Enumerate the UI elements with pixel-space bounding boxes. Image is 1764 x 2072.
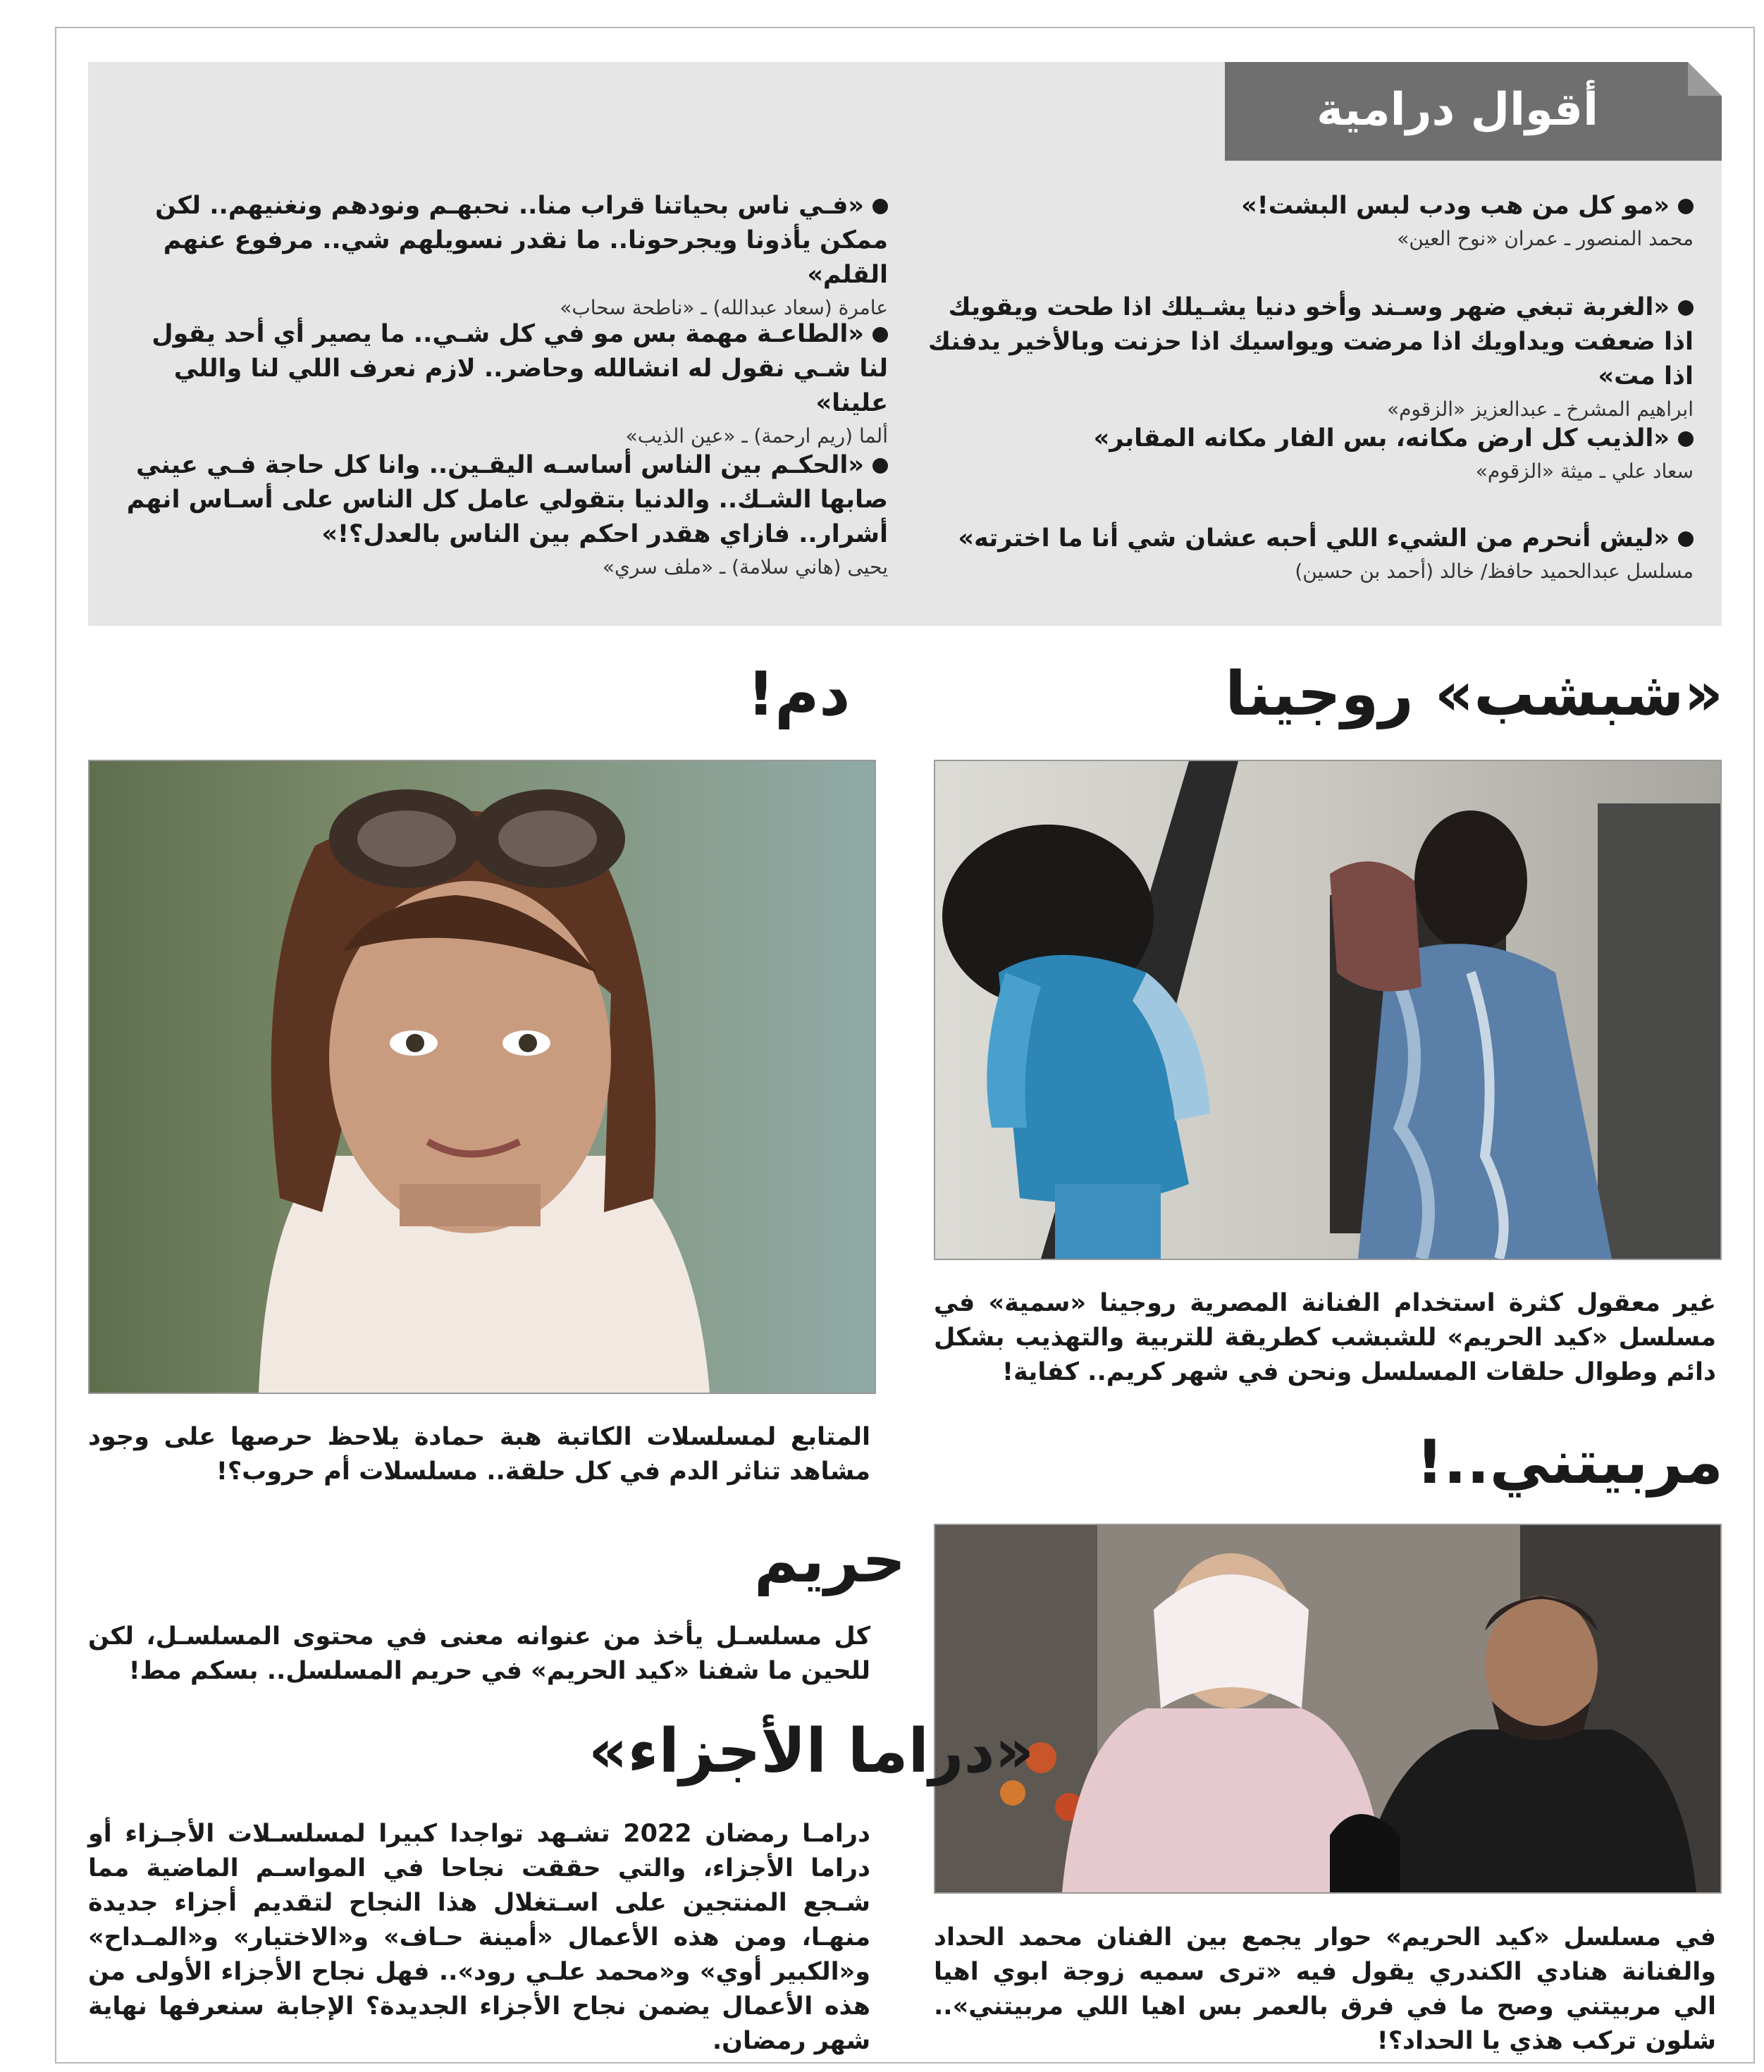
quote-item: «الذيب كل ارض مكانه، بس الفار مكانه المقابر» سعاد علي ـ ميثة «الزقوم» [923,421,1694,486]
bullet-icon [872,458,888,474]
quote-item: «الحكـم بين الناس أساسـه اليقـين.. وانا كل حاجة فـي عيني صابها الشـك.. والدنيا بتقولي عامل كل الناس على أسـاس انهم أشرار.. فازاي هقدر احكم بين الناس بالعدل؟!» يحيى (هاني سلامة) ـ «ملف سري» [116,448,888,581]
photo-writer-portrait [88,760,876,1394]
quote-item: «مو كل من هب ودب لبس البشت!» محمد المنصور ـ عمران «نوح العين» [923,189,1694,253]
photo-slipper-scene [934,760,1722,1260]
body-drama-parts: درامـا رمضان 2022 تشـهد تواجدا كبيرا لمسلسـلات الأجـزاء أو دراما الأجزاء، والتي حققت نجاحا في المواسـم الماضية مما شـجع المنتجين على اسـتغلال هذا النجاح لتقديم أجزاء جديدة منهـا، ومن هذه الأعمال «أمينة حـاف» و«الاختيار» و«المـداح» و«الكبير أوي» و«محمد علـي رود».. فهل نجاح الأجزاء الأولى من هذه الأعمال يضمن نجاح الأجزاء الجديدة؟ الإجابة سنعرفها نهاية شهر رمضان. [88,1820,870,2055]
quote-source: عامرة (سعاد عبدالله) ـ «ناطحة سحاب» [560,296,888,319]
bullet-icon [1678,300,1694,316]
photo-duo-illustration [935,1525,1720,1892]
bullet-icon [1678,199,1694,214]
bullet-icon [872,199,888,214]
headline-slipper: «شبشب» روجينا [1225,659,1723,729]
headline-drama-parts: «دراما الأجزاء» [588,1716,1035,1787]
body-stepmom: في مسلسل «كيد الحريم» حوار يجمع بين الفنان محمد الحداد والفنانة هنادي الكندري يقول فيه «ترى سميه زوجة ابوي اهيا الي مربيتني وصح ما في فرق بالعمر بس اهيا اللي مربيتني».. شلون تركب هذي يا الحداد؟! [934,1923,1716,2055]
quote-source: مسلسل عبدالحميد حافظ/ خالد (أحمد بن حسين) [1295,560,1694,583]
quote-item: «ليش أنحرم من الشيء اللي أحبه عشان شي أنا ما اخترته» مسلسل عبدالحميد حافظ/ خالد (أحمد بن حسين) [923,522,1694,586]
photo-portrait-illustration [90,761,875,1393]
quote-source: ابراهيم المشرخ ـ عبدالعزيز «الزقوم» [1386,397,1694,421]
quote-source: سعاد علي ـ ميثة «الزقوم» [1475,460,1694,483]
quote-item: «الغربة تبغي ضهر وسـند وأخو دنيا يشـيلك اذا طحت ويقويك اذا ضعفت ويداويك اذا مرضت ويواسيك اذا حزنت وبالأخير يدفنك اذا مت» ابراهيم المشرخ ـ عبدالعزيز «الزقوم» [916,290,1694,424]
photo-slipper-illustration [935,761,1720,1259]
body-blood: المتابع لمسلسلات الكاتبة هبة حمادة يلاحظ حرصها على وجود مشاهد تناثر الدم في كل حلقة.. مسلسلات أم حروب؟! [88,1423,870,1486]
bullet-icon [872,327,888,343]
quote-source: يحيى (هاني سلامة) ـ «ملف سري» [602,555,888,579]
quote-item: «فـي ناس بحياتنا قراب منا.. نحبهـم ونودهم ونغنيهم.. لكن ممكن يأذونا ويجرحونا.. ما نقدر نسويلهم شي.. مرفوع عنهم القلم» عامرة (سعاد عبدالله) ـ «ناطحة سحاب» [116,189,888,322]
corner-fold [1688,62,1722,96]
quote-item: «الطاعـة مهمة بس مو في كل شـي.. ما يصير أي أحد يقول لنا شـي نقول له انشالله وحاضر.. لازم نعرف اللي لنا واللي علينا» ألما (ريم ارحمة) ـ «عين الذيب» [116,317,888,450]
quote-source: محمد المنصور ـ عمران «نوح العين» [1397,227,1694,250]
quotes-title-tab [1225,62,1722,161]
headline-blood: دم! [747,659,851,729]
quote-source: ألما (ريم ارحمة) ـ «عين الذيب» [625,424,888,448]
bullet-icon [1678,531,1694,547]
bullet-icon [1678,431,1694,447]
body-harem: كل مسلسـل يأخذ من عنوانه معنى في محتوى المسلسـل، لكن للحين ما شفنا «كيد الحريم» في حريم المسلسل.. بسكم مط! [88,1622,870,1685]
headline-harem: حريم [754,1526,906,1596]
body-slipper: غير معقول كثرة استخدام الفنانة المصرية روجينا «سمية» في مسلسل «كيد الحريم» للشبشب كطريقة للتربية والتهذيب بشكل دائم وطوال حلقات المسلسل ونحن في شهر كريم.. كفاية! [934,1289,1716,1386]
headline-stepmom: مربيتني..! [1416,1427,1723,1498]
quotes-title: أقوال درامية [1316,84,1598,136]
photo-stepmom-scene [934,1524,1722,1894]
